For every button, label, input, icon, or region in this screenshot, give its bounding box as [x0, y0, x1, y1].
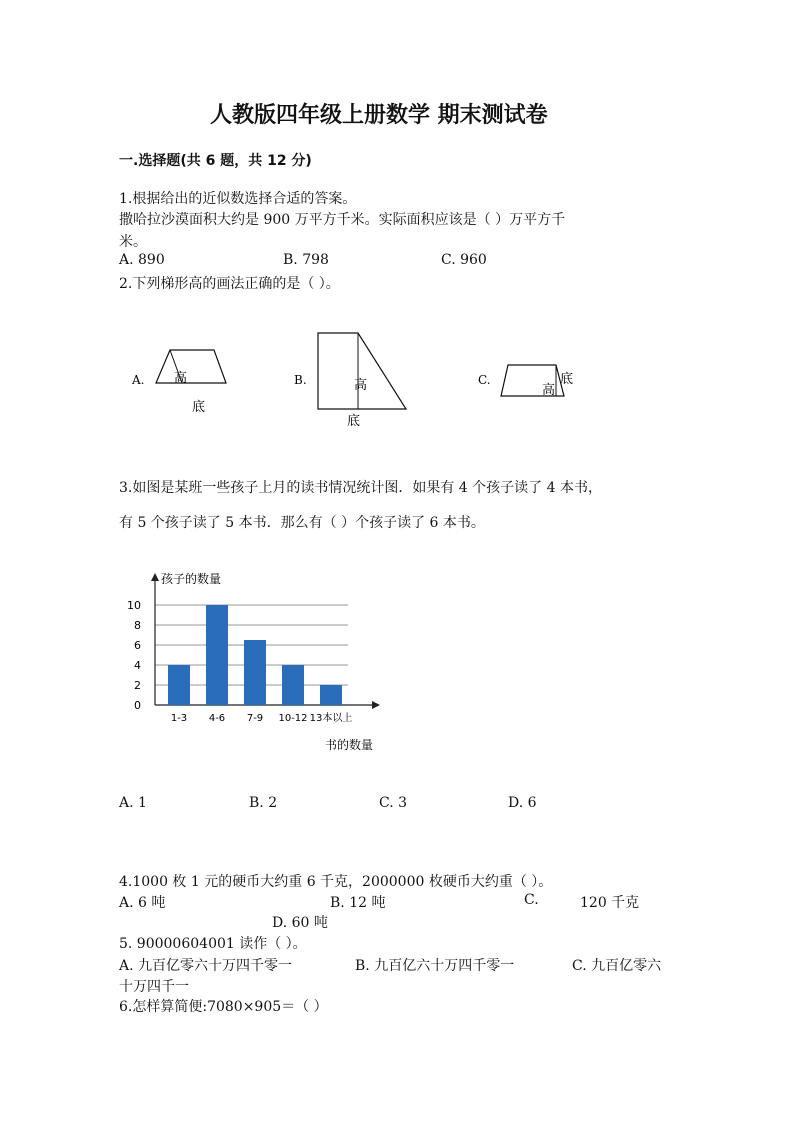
q2-stem: 2.下列梯形高的画法正确的是（ ）。 [119, 276, 340, 292]
figure-b[interactable] [294, 333, 406, 429]
trapezoid-figures [120, 325, 590, 435]
q1-stem-line3: 米。 [119, 234, 147, 250]
figure-a-height-label: 高 [174, 371, 188, 386]
q1-stem: 1.根据给出的近似数选择合适的答案。 [119, 191, 357, 207]
q3-stem-line2: 有 5 个孩子读了 5 本书．那么有（ ）个孩子读了 6 本书。 [119, 515, 485, 531]
q3-option-b[interactable]: B. 2 [249, 795, 278, 811]
q1-option-a[interactable]: A. 890 [119, 252, 165, 268]
y-tick-label: 8 [134, 619, 141, 632]
x-tick-label: 4-6 [208, 713, 226, 724]
bar [282, 665, 304, 705]
figure-b-height-label: 高 [354, 378, 368, 393]
figure-b-base-label: 底 [347, 414, 361, 429]
q4-stem: 4.1000 枚 1 元的硬币大约重 6 千克，2000000 枚硬币大约重（ ）。 [119, 874, 553, 890]
x-axis-title: 书的数量 [325, 738, 374, 752]
q5-option-a[interactable]: A. 九百亿零六十万四千零一 [119, 958, 293, 974]
q3-stem: 3.如图是某班一些孩子上月的读书情况统计图．如果有 4 个孩子读了 4 本书， [119, 480, 602, 496]
y-axis-arrow [151, 573, 159, 581]
bar [206, 605, 228, 705]
section-heading: 一.选择题(共 6 题，共 12 分) [119, 153, 312, 169]
figure-c-base-label: 底 [560, 372, 574, 387]
q5-option-c-continued: 十万四千一 [119, 979, 189, 995]
figure-a[interactable] [131, 350, 226, 415]
bar [244, 640, 266, 705]
figure-a-trapezoid [156, 350, 226, 383]
q5-option-b[interactable]: B. 九百亿六十万四千零一 [355, 958, 515, 974]
y-tick-label: 2 [134, 679, 141, 692]
x-tick-label: 10-12 [278, 713, 308, 724]
figure-c-letter: C. [478, 373, 491, 387]
x-tick-label: 13本以上 [309, 713, 353, 724]
q4-option-d[interactable]: D. 60 吨 [272, 915, 328, 931]
q4-option-a[interactable]: A. 6 吨 [119, 895, 166, 911]
q3-option-c[interactable]: C. 3 [379, 795, 408, 811]
figure-b-letter: B. [294, 373, 307, 387]
q1-option-b[interactable]: B. 798 [283, 252, 329, 268]
page-title: 人教版四年级上册数学 期末测试卷 [210, 103, 548, 128]
q4-option-c-letter[interactable]: C. [524, 892, 539, 908]
bar [320, 685, 342, 705]
q3-option-a[interactable]: A. 1 [119, 795, 147, 811]
y-tick-label: 10 [127, 599, 141, 612]
q6-stem: 6.怎样算简便:7080×905＝（ ） [119, 999, 328, 1015]
q1-option-c[interactable]: C. 960 [441, 252, 487, 268]
figure-a-base-label: 底 [192, 400, 206, 415]
q1-stem-line2: 撒哈拉沙漠面积大约是 900 万平方千米。实际面积应该是（ ）万平方千 [119, 212, 566, 228]
figure-c[interactable] [478, 365, 573, 398]
q3-option-d[interactable]: D. 6 [508, 795, 537, 811]
x-tick-label: 7-9 [246, 713, 264, 724]
bar-chart [120, 560, 400, 760]
y-tick-label: 4 [134, 659, 141, 672]
figure-b-trapezoid [318, 333, 406, 409]
y-tick-label: 6 [134, 639, 141, 652]
q4-option-b[interactable]: B. 12 吨 [330, 895, 386, 911]
figure-a-letter: A. [132, 373, 145, 387]
q5-stem: 5. 90000604001 读作（ ）。 [119, 936, 307, 952]
q4-option-c-value[interactable]: 120 千克 [580, 895, 640, 911]
y-axis-title: 孩子的数量 [161, 572, 222, 586]
y-tick-label: 0 [134, 699, 141, 712]
x-tick-label: 1-3 [170, 713, 188, 724]
x-axis-arrow [372, 701, 380, 709]
bar [168, 665, 190, 705]
q5-option-c[interactable]: C. 九百亿零六 [572, 958, 662, 974]
figure-c-height-label: 高 [542, 383, 556, 398]
